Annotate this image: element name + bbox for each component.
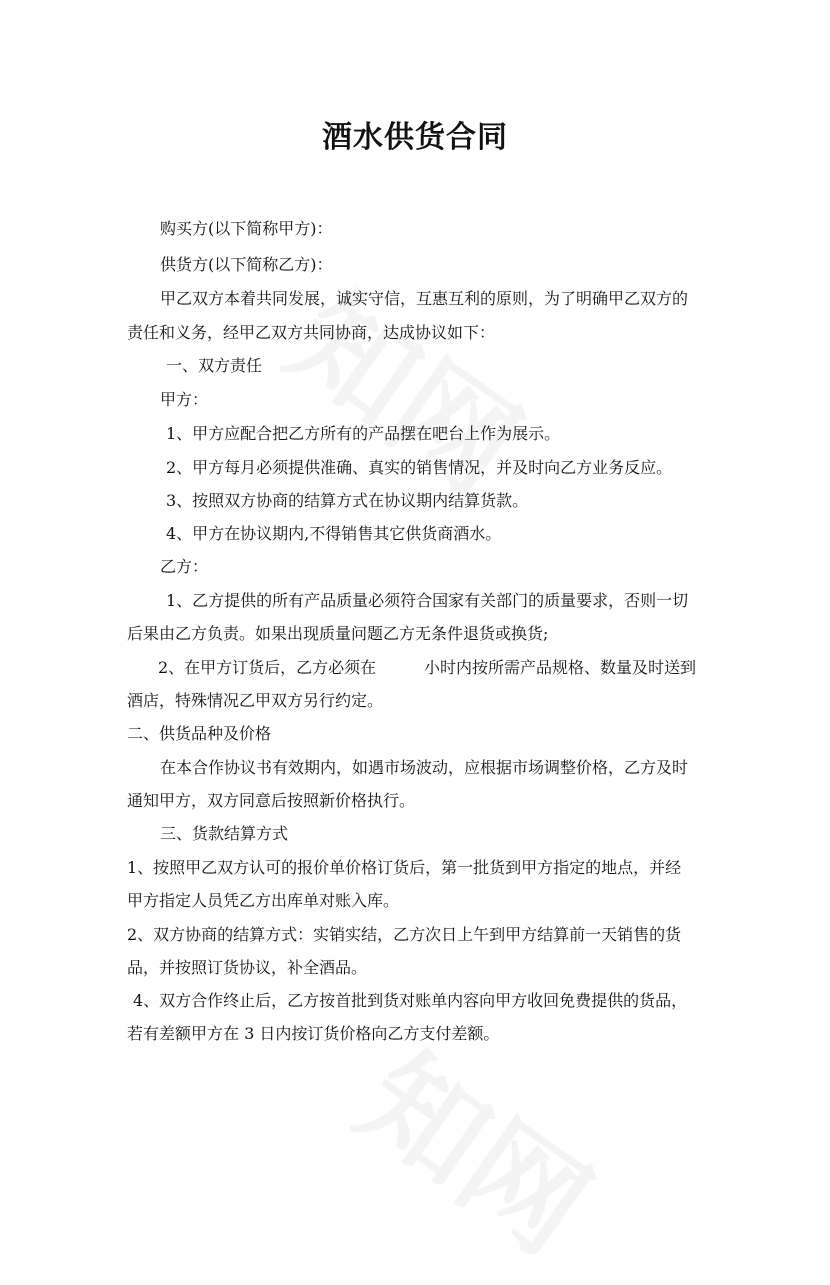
party-a-heading: 甲方： <box>160 390 209 409</box>
section-paragraph-line: 通知甲方，双方同意后按照新价格执行。 <box>127 791 416 810</box>
party-b-item: 2、在甲方订货后，乙方必须在 <box>158 658 377 677</box>
party-b-heading: 乙方： <box>160 557 209 576</box>
section-heading: 三、货款结算方式 <box>160 824 289 843</box>
payment-item: 2、双方协商的结算方式：实销实结，乙方次日上午到甲方结算前一天销售的货 <box>127 925 682 944</box>
party-b-item: 后果由乙方负责。如果出现质量问题乙方无条件退货或换货; <box>127 624 549 643</box>
section-heading: 一、双方责任 <box>166 356 263 375</box>
party-a-item: 2、甲方每月必须提供准确、真实的销售情况，并及时向乙方业务反应。 <box>166 458 673 477</box>
payment-item: 4、双方合作终止后，乙方按首批到货对账单内容向甲方收回免费提供的货品， <box>133 991 688 1010</box>
intro-paragraph-line: 甲乙双方本着共同发展，诚实守信，互惠互利的原则，为了明确甲乙双方的 <box>160 289 689 308</box>
party-a-item: 1、甲方应配合把乙方所有的产品摆在吧台上作为展示。 <box>166 424 561 443</box>
party-a-item: 4、甲方在协议期内,不得销售其它供货商酒水。 <box>166 524 502 543</box>
supplier-line: 供货方(以下简称乙方)： <box>160 255 333 274</box>
payment-item: 1、按照甲乙双方认可的报价单价格订货后，第一批货到甲方指定的地点，并经 <box>127 858 682 877</box>
section-paragraph-line: 在本合作协议书有效期内，如遇市场波动，应根据市场调整价格，乙方及时 <box>160 758 689 777</box>
document-title: 酒水供货合同 <box>322 120 508 155</box>
intro-paragraph-line: 责任和义务，经甲乙双方共同协商，达成协议如下： <box>127 323 496 342</box>
payment-item: 品，并按照订货协议，补全酒品。 <box>127 958 368 977</box>
section-heading: 二、供货品种及价格 <box>127 724 272 743</box>
party-b-item-continued: 小时内按所需产品规格、数量及时送到 <box>424 658 697 677</box>
party-a-item: 3、按照双方协商的结算方式在协议期内结算货款。 <box>166 491 529 510</box>
party-b-item: 1、乙方提供的所有产品质量必须符合国家有关部门的质量要求，否则一切 <box>166 591 689 610</box>
party-b-item: 酒店，特殊情况乙甲双方另行约定。 <box>127 691 384 710</box>
payment-item: 若有差额甲方在 3 日内按订货价格向乙方支付差额。 <box>127 1024 500 1043</box>
watermark <box>332 1007 627 1285</box>
payment-item: 甲方指定人员凭乙方出库单对账入库。 <box>127 891 400 910</box>
buyer-line: 购买方(以下简称甲方)： <box>160 219 333 238</box>
